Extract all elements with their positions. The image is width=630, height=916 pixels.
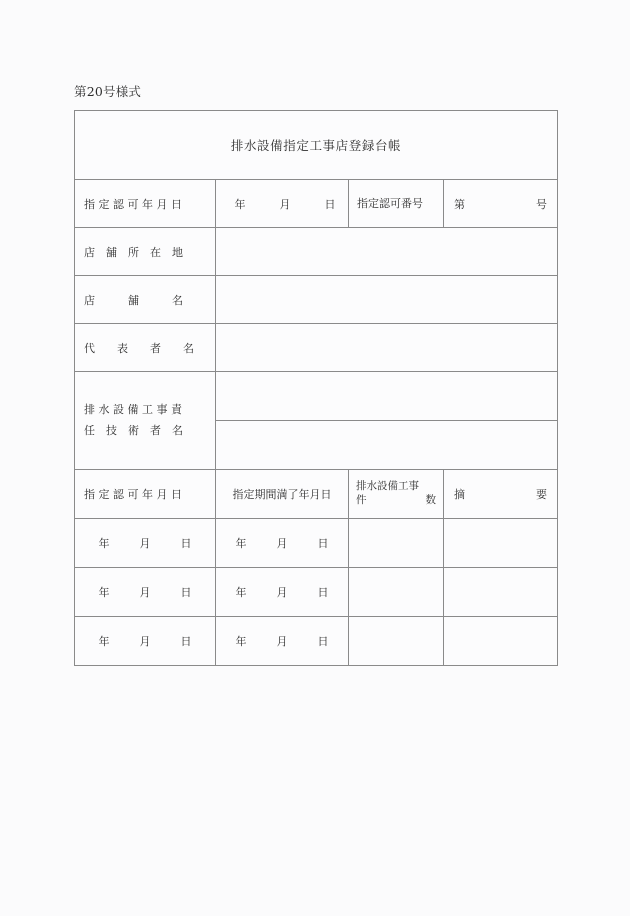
number-prefix-glyph: 第 — [454, 197, 465, 211]
day-glyph: 日 — [317, 537, 329, 550]
representative-label: 代 表 者 名 — [84, 341, 194, 355]
representative-value-cell[interactable] — [216, 324, 558, 372]
table-title-row — [75, 111, 558, 180]
year-glyph: 年 — [234, 197, 246, 211]
history-works-count-header — [349, 480, 443, 508]
history-approval-date-cell[interactable] — [75, 568, 216, 617]
store-address-row — [75, 228, 558, 276]
history-remarks-cell[interactable] — [444, 617, 558, 666]
works-count-header-line1: 排水設備工事 — [356, 480, 419, 493]
history-expiry-date-value — [216, 633, 348, 649]
engineer-label — [75, 400, 215, 441]
form-code-label: 第20号様式 — [74, 84, 142, 99]
day-glyph: 日 — [180, 586, 192, 599]
history-works-count-cell[interactable] — [349, 568, 444, 617]
month-glyph: 月 — [279, 197, 291, 211]
works-count-header-line2 — [356, 494, 436, 508]
month-glyph: 月 — [139, 586, 151, 599]
representative-label-cell — [75, 324, 216, 372]
engineer-value-cell-2[interactable] — [216, 421, 557, 470]
representative-row — [75, 324, 558, 372]
registration-ledger-table — [74, 110, 558, 666]
table-row — [75, 519, 558, 568]
month-glyph: 月 — [139, 635, 151, 648]
approval-date-value — [216, 196, 348, 212]
engineer-value-cell-1[interactable] — [216, 372, 557, 421]
approval-number-value — [444, 196, 557, 212]
history-approval-date-value — [75, 535, 215, 551]
history-approval-date-cell[interactable] — [75, 519, 216, 568]
year-glyph: 年 — [98, 586, 110, 599]
month-glyph: 月 — [276, 586, 288, 599]
year-glyph: 年 — [235, 537, 247, 550]
history-approval-date-cell[interactable] — [75, 617, 216, 666]
number-suffix-glyph: 号 — [536, 197, 547, 211]
year-glyph: 年 — [235, 586, 247, 599]
month-glyph: 月 — [139, 537, 151, 550]
remarks-header-right: 要 — [536, 488, 547, 501]
history-remarks-cell[interactable] — [444, 519, 558, 568]
history-expiry-date-value — [216, 584, 348, 600]
history-expiry-date-cell[interactable] — [216, 568, 349, 617]
approval-number-label-cell — [349, 180, 444, 228]
history-expiry-date-header-cell — [216, 470, 349, 519]
history-expiry-date-cell[interactable] — [216, 519, 349, 568]
year-glyph: 年 — [235, 635, 247, 648]
history-remarks-header — [444, 486, 557, 502]
history-approval-date-header-cell — [75, 470, 216, 519]
store-address-label: 店 舗 所 在 地 — [84, 245, 183, 259]
table-row — [75, 617, 558, 666]
day-glyph: 日 — [317, 586, 329, 599]
day-glyph: 日 — [324, 197, 336, 211]
history-remarks-header-cell — [444, 470, 558, 519]
month-glyph: 月 — [276, 635, 288, 648]
year-glyph: 年 — [98, 537, 110, 550]
approval-number-value-cell[interactable] — [444, 180, 558, 228]
store-name-label: 店 舗 名 — [84, 293, 183, 307]
engineer-row — [75, 372, 558, 470]
store-name-row — [75, 276, 558, 324]
remarks-header-left: 摘 — [454, 488, 465, 501]
engineer-value-subrow-2 — [216, 421, 557, 470]
store-address-label-cell — [75, 228, 216, 276]
engineer-label-line2: 任 技 術 者 名 — [84, 423, 183, 437]
store-name-label-cell — [75, 276, 216, 324]
year-glyph: 年 — [98, 635, 110, 648]
history-header-row — [75, 470, 558, 519]
engineer-value-subtable — [216, 372, 557, 469]
engineer-value-group-cell — [216, 372, 558, 470]
table-title-cell — [75, 111, 558, 180]
history-works-count-cell[interactable] — [349, 617, 444, 666]
store-name-value-cell[interactable] — [216, 276, 558, 324]
works-count-header-line2-left: 件 — [356, 494, 367, 506]
engineer-label-cell — [75, 372, 216, 470]
day-glyph: 日 — [317, 635, 329, 648]
month-glyph: 月 — [276, 537, 288, 550]
history-works-count-cell[interactable] — [349, 519, 444, 568]
history-expiry-date-header: 指定期間満了年月日 — [232, 488, 332, 501]
engineer-label-line1: 排 水 設 備 工 事 責 — [84, 403, 182, 417]
approval-date-value-cell[interactable] — [216, 180, 349, 228]
day-glyph: 日 — [180, 635, 192, 648]
history-approval-date-header: 指 定 認 可 年 月 日 — [84, 488, 182, 501]
approval-date-label: 指 定 認 可 年 月 日 — [84, 197, 182, 211]
works-count-header-line2-right: 数 — [425, 494, 436, 506]
history-approval-date-value — [75, 584, 215, 600]
history-approval-date-value — [75, 633, 215, 649]
table-row — [75, 568, 558, 617]
engineer-value-subrow-1 — [216, 372, 557, 421]
store-address-value-cell[interactable] — [216, 228, 558, 276]
day-glyph: 日 — [180, 537, 192, 550]
approval-number-label: 指定認可番号 — [357, 196, 423, 210]
history-works-count-header-cell — [349, 470, 444, 519]
history-expiry-date-cell[interactable] — [216, 617, 349, 666]
approval-date-label-cell — [75, 180, 216, 228]
history-remarks-cell[interactable] — [444, 568, 558, 617]
ledger-title-text: 排水設備指定工事店登録台帳 — [230, 138, 402, 153]
approval-row — [75, 180, 558, 228]
history-expiry-date-value — [216, 535, 348, 551]
